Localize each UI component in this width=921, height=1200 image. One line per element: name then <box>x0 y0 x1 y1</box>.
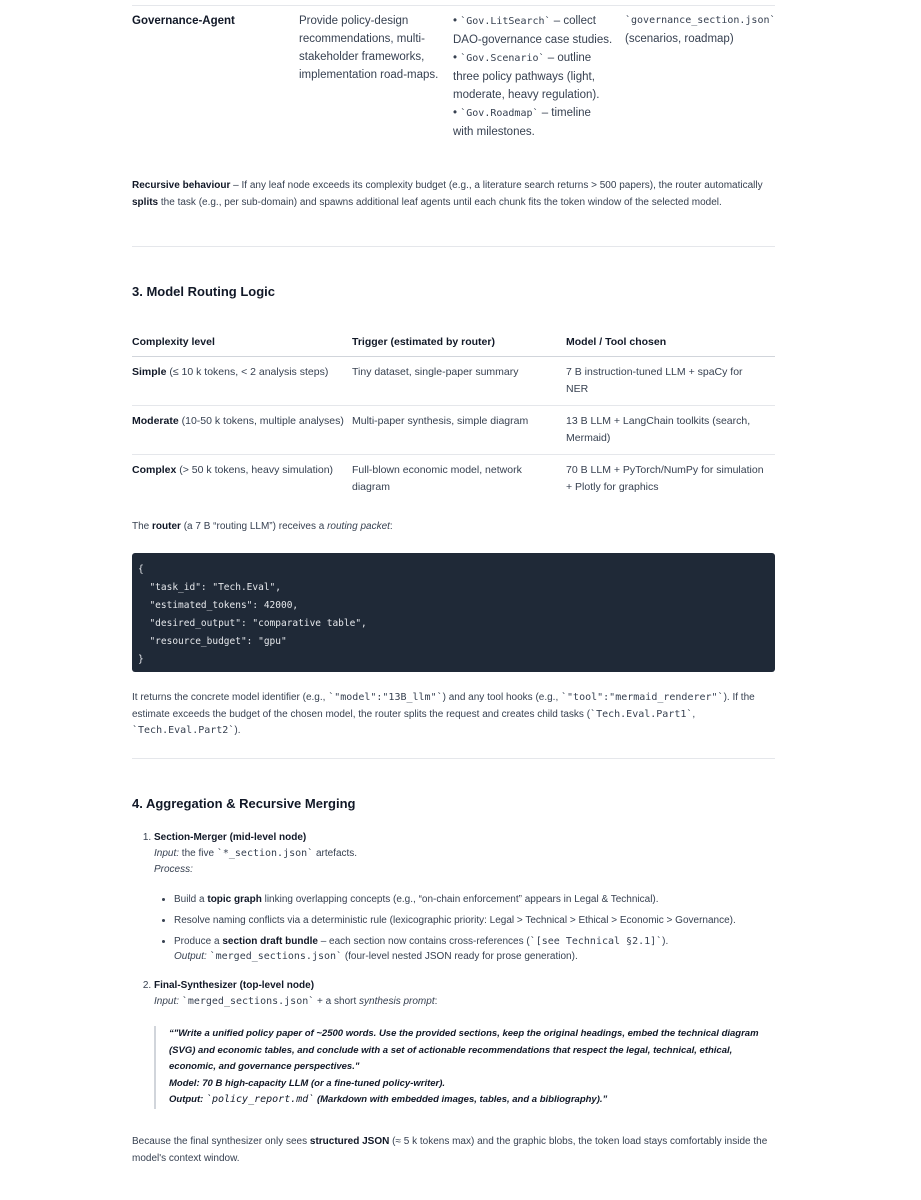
agent-name: Governance-Agent <box>132 15 235 27</box>
list-item: • Resolve naming conflicts via a deterministic rule (lexicographic priority: Legal > Technical > Ethical > Economic > Governance). <box>174 913 775 928</box>
list-item: 1. Section-Merger (mid-level node) Input: the five `*_section.json` artefacts. Process: • Build a topic graph linking overlapping concepts (e.g., “on-chain enforcement” appears in Legal & Technical). • Resolve naming conflicts via a deterministic rule (lexicographic priority: Legal > Technical > Ethical > Economic > Governance). • Produce a section draft bundle – each section now contains cross-references (`[see Technical §2.1]`). Output: `merged_sections.json` (four-level nested JSON ready for prose generation). <box>154 830 775 964</box>
returns-paragraph: It returns the concrete model identifier (e.g., `"model":"13B_llm"`) and any tool hooks (e.g., `"tool":"mermaid_renderer"`). If the estimate exceeds the budget of the chosen model, the router splits the request and creates child tasks (`Tech.Eval.Part1`, `Tech.Eval.Part2`). <box>132 692 755 736</box>
step-title: 1. Section-Merger (mid-level node) <box>154 832 307 843</box>
divider <box>132 246 775 247</box>
section-4-heading: 4. Aggregation & Recursive Merging <box>132 796 356 811</box>
step-title: 2. Final-Synthesizer (top-level node) <box>154 980 315 991</box>
section-3-heading: 3. Model Routing Logic <box>132 284 275 299</box>
aggregation-steps-list <box>132 830 775 1109</box>
agent-table-row <box>132 5 775 162</box>
column-header: Trigger (estimated by router) <box>352 328 566 357</box>
table-header-row <box>132 328 775 357</box>
divider <box>132 758 775 759</box>
agent-tools <box>453 12 625 162</box>
routing-packet-code-block[interactable]: { "task_id": "Tech.Eval", "estimated_tokens": 42000, "desired_output": "comparative table", "resource_budget": "gpu" } <box>132 553 775 672</box>
agent-role: Provide policy-design recommendations, multi-stakeholder frameworks, implementation road-maps. <box>299 15 439 81</box>
router-paragraph: The router (a 7 B “routing LLM”) receives a routing packet: <box>132 521 393 532</box>
tool-item: • `Gov.Scenario` – outline three policy pathways (light, moderate, heavy regulation). <box>453 52 600 101</box>
column-header: Model / Tool chosen <box>566 328 775 357</box>
recursive-behaviour-paragraph: Recursive behaviour – If any leaf node exceeds its complexity budget (e.g., a literature search returns > 500 papers), the router automatically splits the task (e.g., per sub-domain) and spawns additional leaf agents until each chunk fits the token window of the selected model. <box>132 180 763 208</box>
agent-output: `governance_section.json` (scenarios, roadmap) <box>625 15 776 45</box>
table-row: Moderate (10-50 k tokens, multiple analyses) Multi-paper synthesis, simple diagram 13 B LLM + LangChain toolkits (search, Mermaid) <box>132 406 775 455</box>
list-item: 2. Final-Synthesizer (top-level node) Input: `merged_sections.json` + a short synthesis prompt: “"Write a unified policy paper of ~2500 words. Use the provided sections, keep the original headings, embed the technical diagram (SVG) and economic tables, and conclude with a set of actionable recommendations that respect the legal, technical, ethical, economic, and governance perspectives." Model: 70 B high-capacity LLM (or a fine-tuned policy-writer). Output: `policy_report.md` (Markdown with embedded images, tables, and a bibliography).” <box>154 978 775 1109</box>
table-row: Complex (> 50 k tokens, heavy simulation) Full-blown economic model, network diagram 70 B LLM + PyTorch/NumPy for simulation + Plotly for graphics <box>132 464 764 493</box>
column-header: Complexity level <box>132 328 352 357</box>
table-row: Simple (≤ 10 k tokens, < 2 analysis steps) Tiny dataset, single-paper summary 7 B instruction-tuned LLM + spaCy for NER <box>132 357 775 406</box>
tool-item: • `Gov.LitSearch` – collect DAO-governance case studies. <box>453 15 613 46</box>
process-bullets <box>154 892 775 964</box>
routing-table <box>132 328 775 503</box>
tool-item: • `Gov.Roadmap` – timeline with milestones. <box>453 107 591 138</box>
final-paragraph: Because the final synthesizer only sees structured JSON (≈ 5 k tokens max) and the graphic blobs, the token load stays comfortably inside the model's context window. <box>132 1136 768 1164</box>
list-item: • Produce a section draft bundle – each section now contains cross-references (`[see Technical §2.1]`). Output: `merged_sections.json` (four-level nested JSON ready for prose generation). <box>174 934 775 964</box>
list-item: • Build a topic graph linking overlapping concepts (e.g., “on-chain enforcement” appears in Legal & Technical). <box>174 892 775 907</box>
synthesis-prompt-quote: “"Write a unified policy paper of ~2500 words. Use the provided sections, keep the original headings, embed the technical diagram (SVG) and economic tables, and conclude with a set of actionable recommendations that respect the legal, technical, ethical, economic, and governance perspectives." Model: 70 B high-capacity LLM (or a fine-tuned policy-writer). Output: `policy_report.md` (Markdown with embedded images, tables, and a bibliography).” <box>154 1026 775 1109</box>
